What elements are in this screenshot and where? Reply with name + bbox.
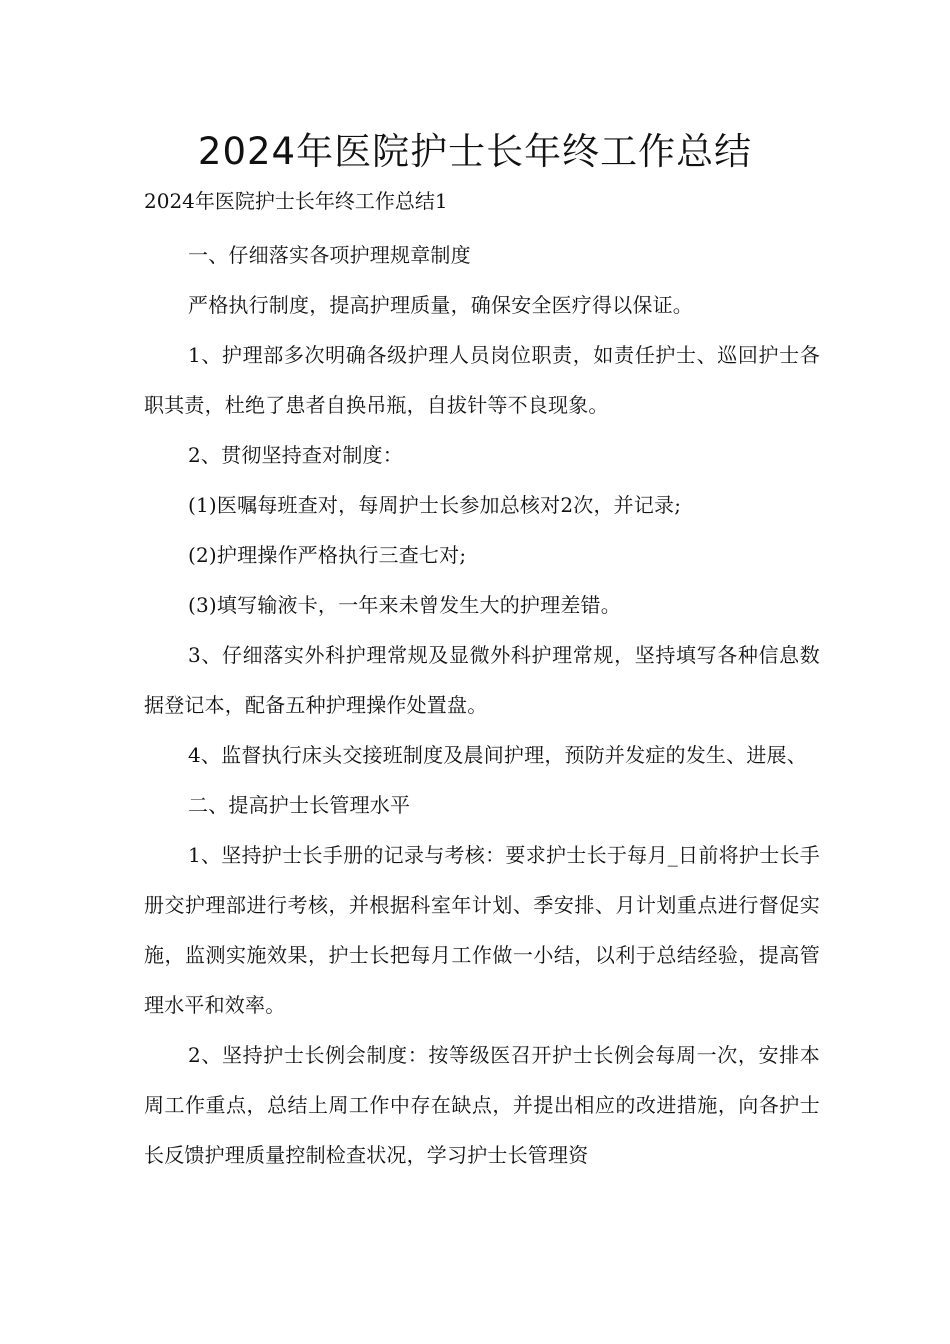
document-title: 2024年医院护士长年终工作总结 [197,130,753,173]
paragraph: 二、提高护士长管理水平 [188,793,411,817]
paragraph: 4、监督执行床头交接班制度及晨间护理，预防并发症的发生、进展、 [188,743,807,767]
paragraph: 3、仔细落实外科护理常规及显微外科护理常规，坚持填写各种信息数据登记本，配备五种护理操作处置盘。 [144,643,820,717]
paragraph: 1、坚持护士长手册的记录与考核：要求护士长于每月_日前将护士长手册交护理部进行考核，并根据科室年计划、季安排、月计划重点进行督促实施，监测实施效果，护士长把每月工作做一小结，以利于总结经验，提高管理水平和效率。 [144,843,820,1017]
paragraph: (1)医嘱每班查对，每周护士长参加总核对2次，并记录; [188,493,682,517]
document-subtitle: 2024年医院护士长年终工作总结1 [144,189,448,213]
paragraph: 一、仔细落实各项护理规章制度 [188,243,471,267]
paragraph: 2、坚持护士长例会制度：按等级医召开护士长例会每周一次，安排本周工作重点，总结上周工作中存在缺点，并提出相应的改进措施，向各护士长反馈护理质量控制检查状况，学习护士长管理资 [144,1043,820,1167]
paragraph: 1、护理部多次明确各级护理人员岗位职责，如责任护士、巡回护士各职其责，杜绝了患者自换吊瓶，自拔针等不良现象。 [144,343,820,417]
paragraph: 2、贯彻坚持查对制度： [188,443,403,467]
paragraph: (2)护理操作严格执行三查七对; [188,543,467,567]
document-body [144,230,820,1180]
paragraph: (3)填写输液卡，一年来未曾发生大的护理差错。 [188,593,621,617]
paragraph: 严格执行制度，提高护理质量，确保安全医疗得以保证。 [188,293,693,317]
